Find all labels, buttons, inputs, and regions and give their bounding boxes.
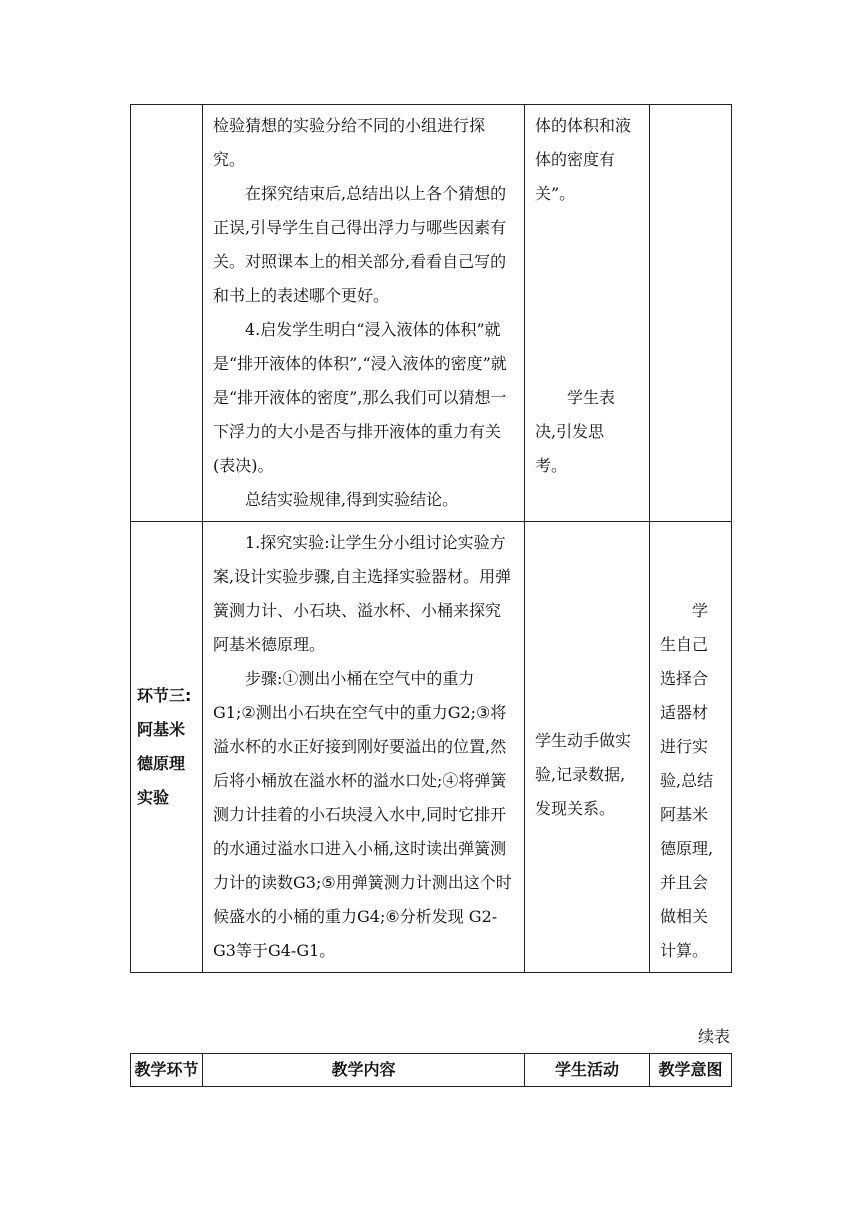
activity-text: 体的体积和液体的密度有关”。 xyxy=(535,116,632,203)
table-row xyxy=(131,522,732,973)
intent-text: 学生自己选择合适器材进行实验,总结阿基米德原理,并且会做相关计算。 xyxy=(660,601,714,960)
activity-cell xyxy=(525,522,650,973)
header-stage: 教学环节 xyxy=(131,1054,203,1087)
content-paragraph: 步骤:①测出小桶在空气中的重力G1;②测出小石块在空气中的重力G2;③将溢水杯的水正好接到刚好要溢出的位置,然后将小桶放在溢水杯的溢水口处;④将弹簧测力计挂着的小石块浸入水中,同时它排开的水通过溢水口进入小桶,这时读出弹簧测力计的读数G3;⑤用弹簧测力计测出这个时候盛水的小桶的重力G4;⑥分析发现 G2-G3等于G4-G1。 xyxy=(213,669,512,960)
activity-text: 学生动手做实验,记录数据,发现关系。 xyxy=(535,731,632,818)
stage-cell xyxy=(131,522,203,973)
activity-text: 学生表决,引发思考。 xyxy=(535,388,616,475)
stage-cell xyxy=(131,105,203,522)
header-table xyxy=(130,1053,732,1087)
continued-label: 续表 xyxy=(697,1027,730,1046)
header-row xyxy=(131,1054,732,1087)
content-paragraph: 4.启发学生明白“浸入液体的体积”就是“排开液体的体积”,“浸入液体的密度”就是“排开液体的密度”,那么我们可以猜想一下浮力的大小是否与排开液体的重力有关(表决)。 xyxy=(213,320,507,475)
content-paragraph: 在探究结束后,总结出以上各个猜想的正误,引导学生自己得出浮力与哪些因素有关。对照课本上的相关部分,看看自己写的和书上的表述哪个更好。 xyxy=(213,184,507,305)
content-cell xyxy=(203,522,525,973)
intent-cell xyxy=(650,105,732,522)
header-activity: 学生活动 xyxy=(525,1054,650,1087)
table-row xyxy=(131,105,732,522)
lesson-table xyxy=(130,104,732,973)
header-intent: 教学意图 xyxy=(650,1054,732,1087)
content-paragraph: 总结实验规律,得到实验结论。 xyxy=(245,490,459,509)
stage-label: 环节三:阿基米德原理实验 xyxy=(137,686,192,807)
content-paragraph: 检验猜想的实验分给不同的小组进行探究。 xyxy=(213,116,486,169)
content-cell xyxy=(203,105,525,522)
intent-cell xyxy=(650,522,732,973)
header-content: 教学内容 xyxy=(203,1054,525,1087)
activity-cell xyxy=(525,105,650,522)
content-paragraph: 1.探究实验:让学生分小组讨论实验方案,设计实验步骤,自主选择实验器材。用弹簧测力计、小石块、溢水杯、小桶来探究阿基米德原理。 xyxy=(213,533,512,654)
